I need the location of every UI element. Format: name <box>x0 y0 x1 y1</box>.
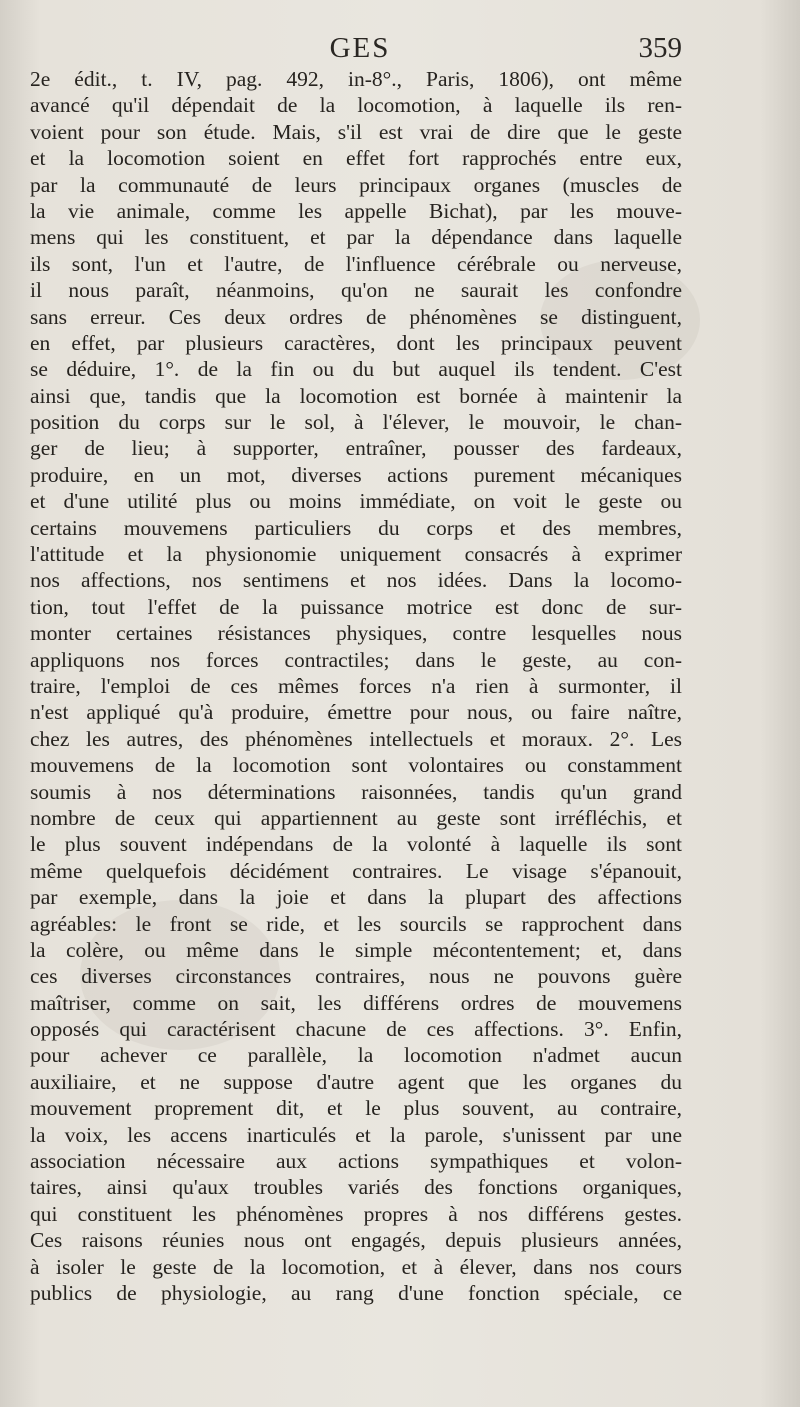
text-line: en effet, par plusieurs caractères, dont les principaux peuvent <box>30 330 682 355</box>
text-line: taires, ainsi qu'aux troubles variés des fonctions organiques, <box>30 1175 682 1200</box>
text-line: publics de physiologie, au rang d'une fonction spéciale, ce <box>30 1280 682 1305</box>
text-line: le plus souvent indépendans de la volonté à laquelle ils sont <box>30 832 682 857</box>
text-line: appliquons nos forces contractiles; dans le geste, au con- <box>30 647 682 672</box>
text-line: tion, tout l'effet de la puissance motrice est donc de sur- <box>30 594 682 619</box>
text-line: mens qui les constituent, et par la dépendance dans laquelle <box>30 225 682 250</box>
running-head: GES <box>329 32 391 64</box>
text-line: ils sont, l'un et l'autre, de l'influence cérébrale ou nerveuse, <box>30 251 682 276</box>
text-line: nombre de ceux qui appartiennent au geste sont irréfléchis, et <box>30 805 682 830</box>
text-line: même quelquefois décidément contraires. Le visage s'épanouit, <box>30 858 682 883</box>
text-line: auxiliaire, et ne suppose d'autre agent que les organes du <box>30 1069 682 1094</box>
text-line: ces diverses circonstances contraires, nous ne pouvons guère <box>30 964 682 989</box>
text-line: pour achever ce parallèle, la locomotion n'admet aucun <box>30 1043 682 1068</box>
text-line: Ces raisons réunies nous ont engagés, depuis plusieurs années, <box>30 1228 682 1253</box>
text-line: il nous paraît, néanmoins, qu'on ne saurait les confondre <box>30 278 682 303</box>
text-line: se déduire, 1°. de la fin ou du but auquel ils tendent. C'est <box>30 357 682 382</box>
text-line: voient pour son étude. Mais, s'il est vrai de dire que le geste <box>30 119 682 144</box>
text-line: opposés qui caractérisent chacune de ces affections. 3°. Enfin, <box>30 1017 682 1042</box>
text-line: association nécessaire aux actions sympathiques et volon- <box>30 1149 682 1174</box>
text-line: qui constituent les phénomènes propres à nos différens gestes. <box>30 1201 682 1226</box>
text-line: ainsi que, tandis que la locomotion est bornée à maintenir la <box>30 383 682 408</box>
text-line: avancé qu'il dépendait de la locomotion, à laquelle ils ren- <box>30 93 682 118</box>
text-line: la vie animale, comme les appelle Bichat), par les mouve- <box>30 198 682 223</box>
text-line: la voix, les accens inarticulés et la parole, s'unissent par une <box>30 1122 682 1147</box>
text-line: maîtriser, comme on sait, les différens ordres de mouvemens <box>30 990 682 1015</box>
page-number: 359 <box>638 32 682 64</box>
text-line: par exemple, dans la joie et dans la plupart des affections <box>30 885 682 910</box>
text-line: position du corps sur le sol, à l'élever, le mouvoir, le chan- <box>30 410 682 435</box>
text-line: l'attitude et la physionomie uniquement consacrés à exprimer <box>30 542 682 567</box>
text-line: et la locomotion soient en effet fort rapprochés entre eux, <box>30 146 682 171</box>
text-line: monter certaines résistances physiques, contre lesquelles nous <box>30 621 682 646</box>
text-line: produire, en un mot, diverses actions purement mécaniques <box>30 462 682 487</box>
text-line: 2e édit., t. IV, pag. 492, in-8°., Paris, 1806), ont même <box>30 67 682 91</box>
text-line: mouvement proprement dit, et le plus souvent, au contraire, <box>30 1096 682 1121</box>
text-line: traire, l'emploi de ces mêmes forces n'a rien à surmonter, il <box>30 673 682 698</box>
text-line: la colère, ou même dans le simple mécontentement; et, dans <box>30 937 682 962</box>
text-line: par la communauté de leurs principaux organes (muscles de <box>30 172 682 197</box>
text-line: certains mouvemens particuliers du corps et des membres, <box>30 515 682 540</box>
text-line: à isoler le geste de la locomotion, et à élever, dans nos cours <box>30 1254 682 1279</box>
text-line: chez les autres, des phénomènes intellectuels et moraux. 2°. Les <box>30 726 682 751</box>
text-line: soumis à nos déterminations raisonnées, tandis qu'un grand <box>30 779 682 804</box>
text-line: ger de lieu; à supporter, entraîner, pousser des fardeaux, <box>30 436 682 461</box>
text-line: et d'une utilité plus ou moins immédiate, on voit le geste ou <box>30 489 682 514</box>
text-line: n'est appliqué qu'à produire, émettre pour nous, ou faire naître, <box>30 700 682 725</box>
text-line: mouvemens de la locomotion sont volontaires ou constamment <box>30 753 682 778</box>
text-line: sans erreur. Ces deux ordres de phénomènes se distinguent, <box>30 304 682 329</box>
body-text <box>30 66 682 1306</box>
text-line: nos affections, nos sentimens et nos idées. Dans la locomo- <box>30 568 682 593</box>
text-line: agréables: le front se ride, et les sourcils se rapprochent dans <box>30 911 682 936</box>
